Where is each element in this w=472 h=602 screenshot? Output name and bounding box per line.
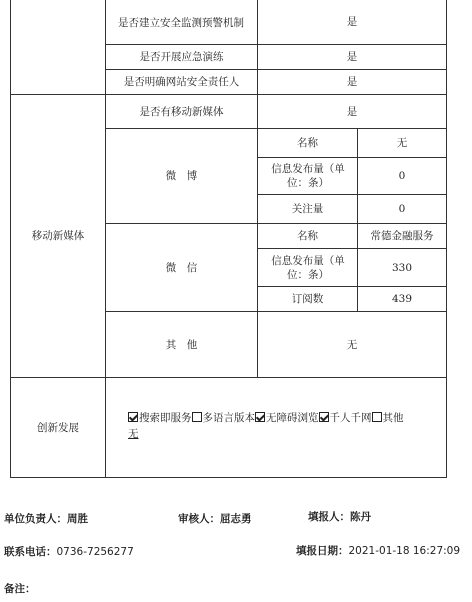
wechat-posts-label: 信息发布量（单位：条） [271,254,345,281]
warning-label: 是否建立安全监测预警机制 [118,17,244,29]
weibo-posts-label: 信息发布量（单位：条） [271,163,345,189]
checkbox-checked-icon[interactable] [319,412,329,422]
fill-date: 填报日期：2021-01-18 16:27:09 [296,545,461,557]
option-search-service[interactable]: 搜索即服务 [128,412,192,424]
wechat-name-label: 名称 [297,230,318,242]
checkbox-checked-icon[interactable] [255,412,265,422]
weibo-name-value: 无 [396,137,408,149]
weibo-followers-label: 关注量 [291,203,324,215]
checkbox-empty-icon[interactable] [192,412,202,422]
innovation-other-value: 无 [128,428,139,440]
option-other[interactable]: 其他 [372,412,404,424]
other-value: 无 [346,338,358,351]
owner-label: 是否明确网站安全责任人 [123,76,240,88]
option-accessibility[interactable]: 无障碍浏览 [255,412,319,424]
checkbox-checked-icon[interactable] [128,412,138,422]
remarks: 备注： [4,583,36,595]
contact-phone: 联系电话：0736-7256277 [4,546,134,558]
wechat-subs-value: 439 [391,293,413,305]
wechat-name-value: 常德金融服务 [370,230,434,242]
weibo-name-label: 名称 [297,137,318,149]
warning-value: 是 [346,16,358,28]
reviewer: 审核人：屈志勇 [178,513,252,525]
option-personalized[interactable]: 千人千网 [319,412,372,424]
has-mobile-value: 是 [346,105,358,118]
checkbox-empty-icon[interactable] [372,412,382,422]
drill-label: 是否开展应急演练 [139,51,224,63]
cell-left-top-blank [10,0,106,95]
has-mobile-label: 是否有移动新媒体 [139,105,224,118]
wechat-posts-value: 330 [391,261,413,274]
option-multilanguage[interactable]: 多语言版本 [192,412,256,424]
filler: 填报人：陈丹 [308,511,371,523]
wechat-subs-label: 订阅数 [291,293,324,305]
other-label: 其 他 [165,338,198,351]
innovation-label: 创新发展 [37,421,79,434]
weibo-label: 微 博 [165,170,198,182]
innovation-options [128,410,468,442]
wechat-label: 微 信 [165,261,198,274]
weibo-posts-value: 0 [398,170,406,182]
owner-value: 是 [346,76,358,88]
weibo-followers-value: 0 [398,203,406,215]
unit-head: 单位负责人：周胜 [4,513,88,525]
mobile-section-label: 移动新媒体 [31,230,85,242]
drill-value: 是 [346,51,358,63]
